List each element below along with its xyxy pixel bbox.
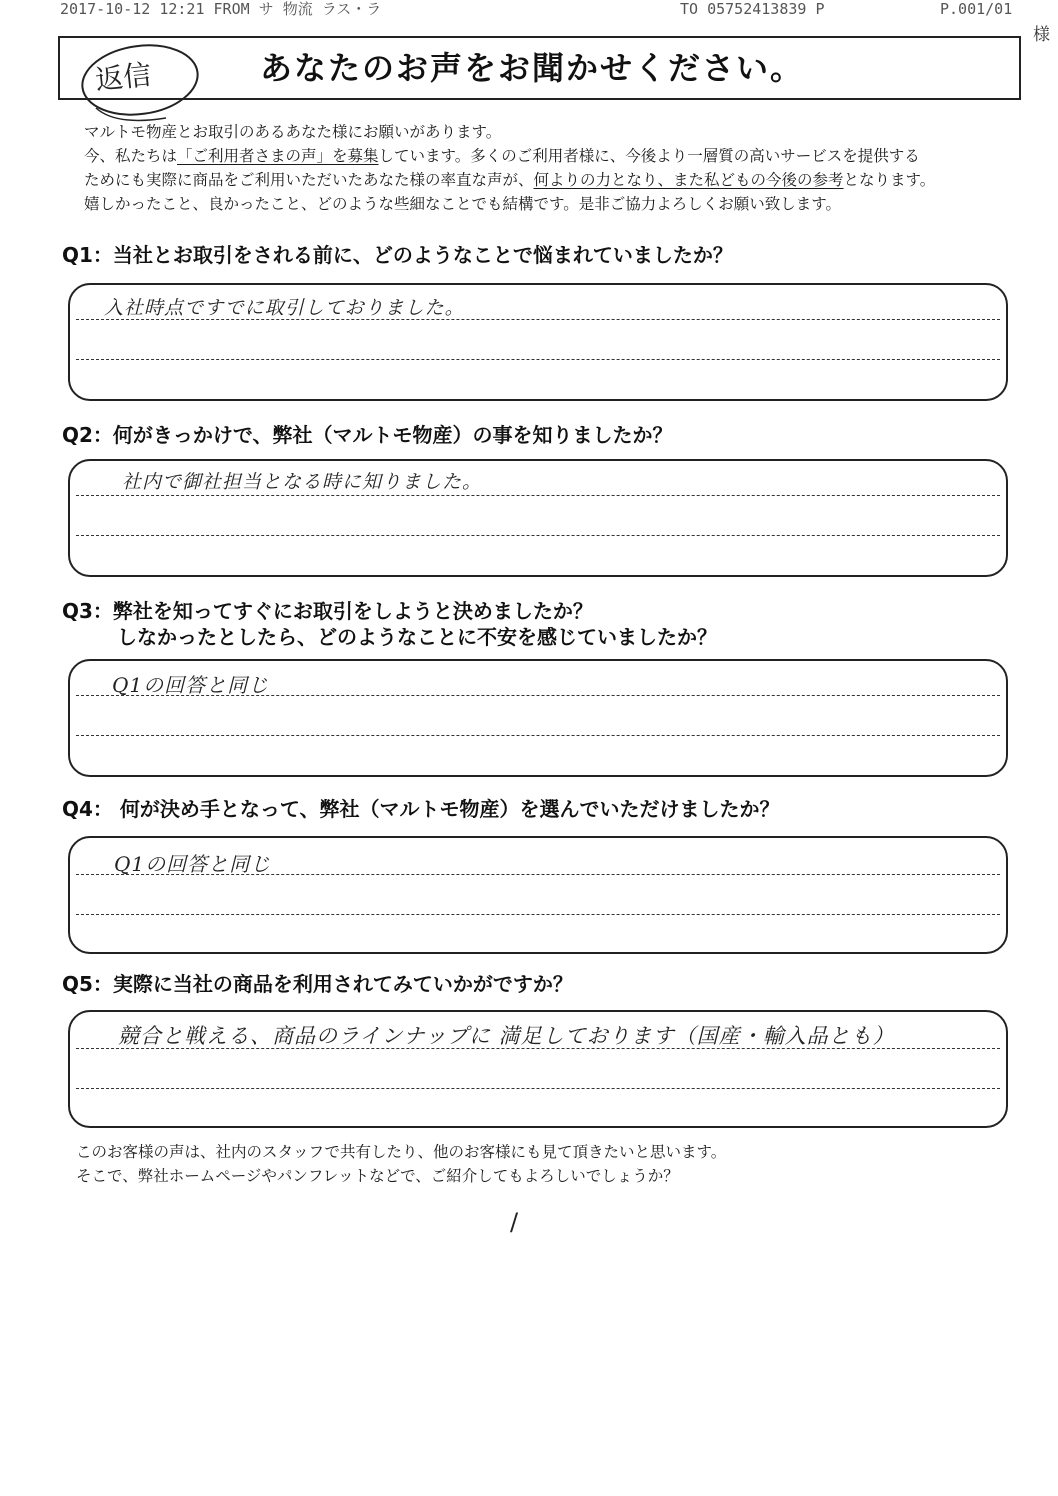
intro-line-2c: しています。多くのご利用者様に、今後より一層質の高いサービスを提供する — [378, 147, 920, 165]
question-5: Q5：実際に当社の商品を利用されてみていかがですか？ — [62, 972, 573, 996]
question-1: Q1：当社とお取引をされる前に、どのようなことで悩まれていましたか？ — [62, 243, 733, 267]
question-2: Q2：何がきっかけで、弊社（マルトモ物産）の事を知りましたか？ — [62, 423, 673, 447]
page-title: あなたのお声をお聞かせください。 — [260, 49, 805, 87]
intro-text — [84, 120, 1004, 216]
answer-2-text: 社内で御社担当となる時に知りました。 — [122, 471, 483, 493]
intro-line-3a: ためにも実際に商品をご利用いただいたあなた様の率直な声が、 — [84, 171, 534, 189]
answer-line — [76, 914, 1000, 915]
question-3-line-2: しなかったとしたら、どのようなことに不安を感じていましたか？ — [117, 625, 717, 649]
answer-box-3[interactable] — [68, 659, 1008, 777]
reply-stamp: 返信 — [93, 57, 153, 97]
outro-line-1: このお客様の声は、社内のスタッフで共有したり、他のお客様にも見て頂きたいと思います。 — [76, 1143, 727, 1161]
fax-header-mid: TO 05752413839 P — [680, 0, 825, 18]
outro-text — [76, 1140, 996, 1188]
outro-line-2: そこで、弊社ホームページやパンフレットなどで、ご紹介してもよろしいでしょうか？ — [76, 1167, 679, 1185]
answer-line — [76, 359, 1000, 360]
question-3 — [62, 598, 1012, 650]
answer-line — [76, 535, 1000, 536]
answer-3-text: Q1の回答と同じ — [112, 673, 270, 697]
intro-line-2 — [84, 144, 1004, 168]
intro-line-1: マルトモ物産とお取引のあるあなた様にお願いがあります。 — [84, 123, 502, 141]
answer-1-text: 入社時点ですでに取引しておりました。 — [104, 297, 465, 319]
answer-4-text: Q1の回答と同じ — [114, 852, 272, 876]
answer-box-5[interactable] — [68, 1010, 1008, 1128]
fax-transmission-header — [60, 0, 1050, 22]
answer-5-text: 競合と戦える、商品のラインナップに 満足しております（国産・輸入品とも） — [118, 1024, 895, 1048]
answer-line — [76, 735, 1000, 736]
fax-header-left: 2017-10-12 12:21 FROM サ 物流 ラス・ラ — [60, 0, 382, 18]
fax-header-page: P.001/01 — [940, 0, 1013, 18]
answer-box-2[interactable] — [68, 459, 1008, 577]
answer-box-1[interactable] — [68, 283, 1008, 401]
intro-line-3 — [84, 168, 1004, 192]
intro-line-3b: 何よりの力となり、また私どもの今後の参考 — [533, 171, 844, 189]
answer-line — [76, 1088, 1000, 1089]
intro-line-3c: となります。 — [843, 171, 936, 189]
consent-mark: / — [510, 1208, 519, 1236]
intro-line-4: 嬉しかったこと、良かったこと、どのような些細なことでも結構です。是非ご協力よろしくお願い致します。 — [84, 195, 842, 213]
question-4: Q4： 何が決め手となって、弊社（マルトモ物産）を選んでいただけましたか？ — [62, 797, 780, 821]
answer-box-4[interactable] — [68, 836, 1008, 954]
answer-line — [76, 495, 1000, 496]
intro-line-2a: 今、私たちは — [84, 147, 178, 165]
question-3-line-1: Q3：弊社を知ってすぐにお取引をしようと決めましたか？ — [62, 599, 593, 623]
intro-line-2b: 「ご利用者さまの声」を募集 — [177, 147, 379, 165]
recipient-name: 様 — [1033, 25, 1050, 45]
